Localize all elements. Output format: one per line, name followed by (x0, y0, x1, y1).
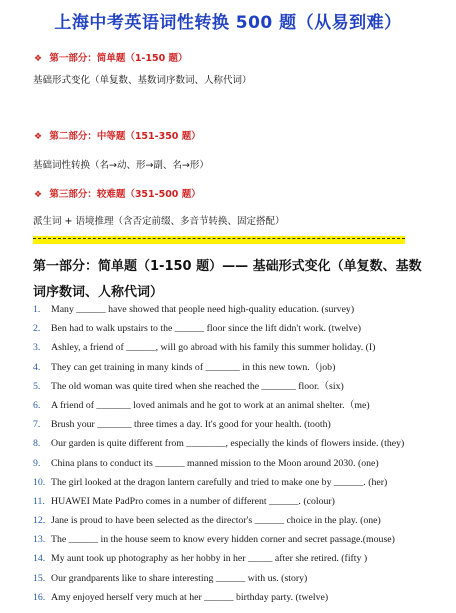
question-text: The girl looked at the dragon lantern carefully and tried to make one by ______. (her) (51, 476, 388, 488)
question-number: 15. (33, 572, 46, 584)
question-item (33, 511, 443, 530)
question-number: 14. (33, 553, 46, 565)
question-item (33, 300, 443, 319)
section-3-description: 派生词 + 语境推理（含否定前缀、多音节转换、固定搭配） (33, 216, 285, 227)
question-number: 4. (33, 361, 41, 373)
question-text: A friend of _______ loved animals and he got to work at an animal shelter.（me) (51, 399, 370, 411)
question-number: 2. (33, 323, 41, 335)
question-number: 3. (33, 342, 41, 354)
question-item (33, 549, 443, 568)
diamond-bullet-icon: ❖ (34, 54, 43, 64)
section-2-heading-text: 第二部分：中等题（151-350 题） (49, 131, 201, 142)
question-item (33, 492, 443, 511)
question-item (33, 588, 443, 607)
section-1-description: 基础形式变化（单复数、基数词序数词、人称代词） (33, 75, 252, 86)
question-number: 1. (33, 304, 41, 315)
question-text: My aunt took up photography as her hobby in her _____ after she retired. (fifty ) (51, 553, 368, 565)
question-text: They can get training in many kinds of _______ in this new town.（job) (51, 361, 336, 373)
question-number: 6. (33, 399, 41, 411)
question-text: HUAWEI Mate PadPro comes in a number of different ______. (colour) (51, 495, 335, 507)
diamond-bullet-icon: ❖ (34, 190, 43, 200)
dashed-rule (33, 238, 405, 239)
question-number: 7. (33, 419, 41, 431)
section-1-heading (34, 50, 188, 64)
question-text: Brush your _______ three times a day. It's good for your health. (tooth) (51, 419, 331, 431)
question-number: 5. (33, 380, 41, 392)
question-item (33, 415, 443, 434)
question-item (33, 530, 443, 549)
section-1-heading-text: 第一部分：简单题（1-150 题） (49, 53, 188, 64)
section-3-heading-text: 第三部分：较难题（351-500 题） (49, 189, 201, 200)
question-text: China plans to conduct its ______ manned mission to the Moon around 2030. (one) (51, 457, 379, 469)
question-item (33, 434, 443, 453)
section-2-description: 基础词性转换（名→动、形→副、名→形） (33, 160, 209, 171)
question-number: 12. (33, 515, 46, 527)
question-text: Our garden is quite different from ________, especially the kinds of flowers inside. (they) (51, 438, 405, 450)
question-item (33, 358, 443, 377)
question-text: Many ______ have showed that people need high-quality education. (survey) (51, 304, 355, 315)
question-number: 11. (33, 495, 45, 507)
question-number: 9. (33, 457, 41, 469)
question-item (33, 319, 443, 338)
question-number: 10. (33, 476, 46, 488)
question-number: 16. (33, 591, 46, 603)
part-one-heading: 第一部分：简单题（1-150 题）—— 基础形式变化（单复数、基数词序数词、人称代词） (33, 259, 422, 300)
question-text: Jane is proud to have been selected as the director's ______ choice in the play. (one) (51, 515, 381, 527)
question-item (33, 377, 443, 396)
question-item (33, 569, 443, 588)
question-number: 13. (33, 534, 46, 546)
diamond-bullet-icon: ❖ (34, 132, 43, 142)
question-text: Our grandparents like to share interesting ______ with us. (story) (51, 572, 308, 584)
question-number: 8. (33, 438, 41, 450)
question-text: Amy enjoyed herself very much at her ______ birthday party. (twelve) (51, 591, 329, 603)
question-item (33, 396, 443, 415)
question-text: Ashley, a friend of ______, will go abroad with his family this summer holiday. (I) (51, 342, 376, 354)
question-item (33, 473, 443, 492)
question-text: The old woman was quite tired when she reached the _______ floor.（six) (51, 380, 344, 392)
question-text: The ______ in the house seem to know every hidden corner and secret passage.(mouse) (51, 534, 395, 546)
document-title: 上海中考英语词性转换 500 题（从易到难） (54, 13, 402, 33)
question-item (33, 454, 443, 473)
section-2-heading (34, 128, 201, 142)
question-text: Ben had to walk upstairs to the ______ floor since the lift didn't work. (twelve) (51, 323, 362, 335)
question-list (33, 300, 443, 607)
section-3-heading (34, 186, 201, 200)
question-item (33, 338, 443, 357)
